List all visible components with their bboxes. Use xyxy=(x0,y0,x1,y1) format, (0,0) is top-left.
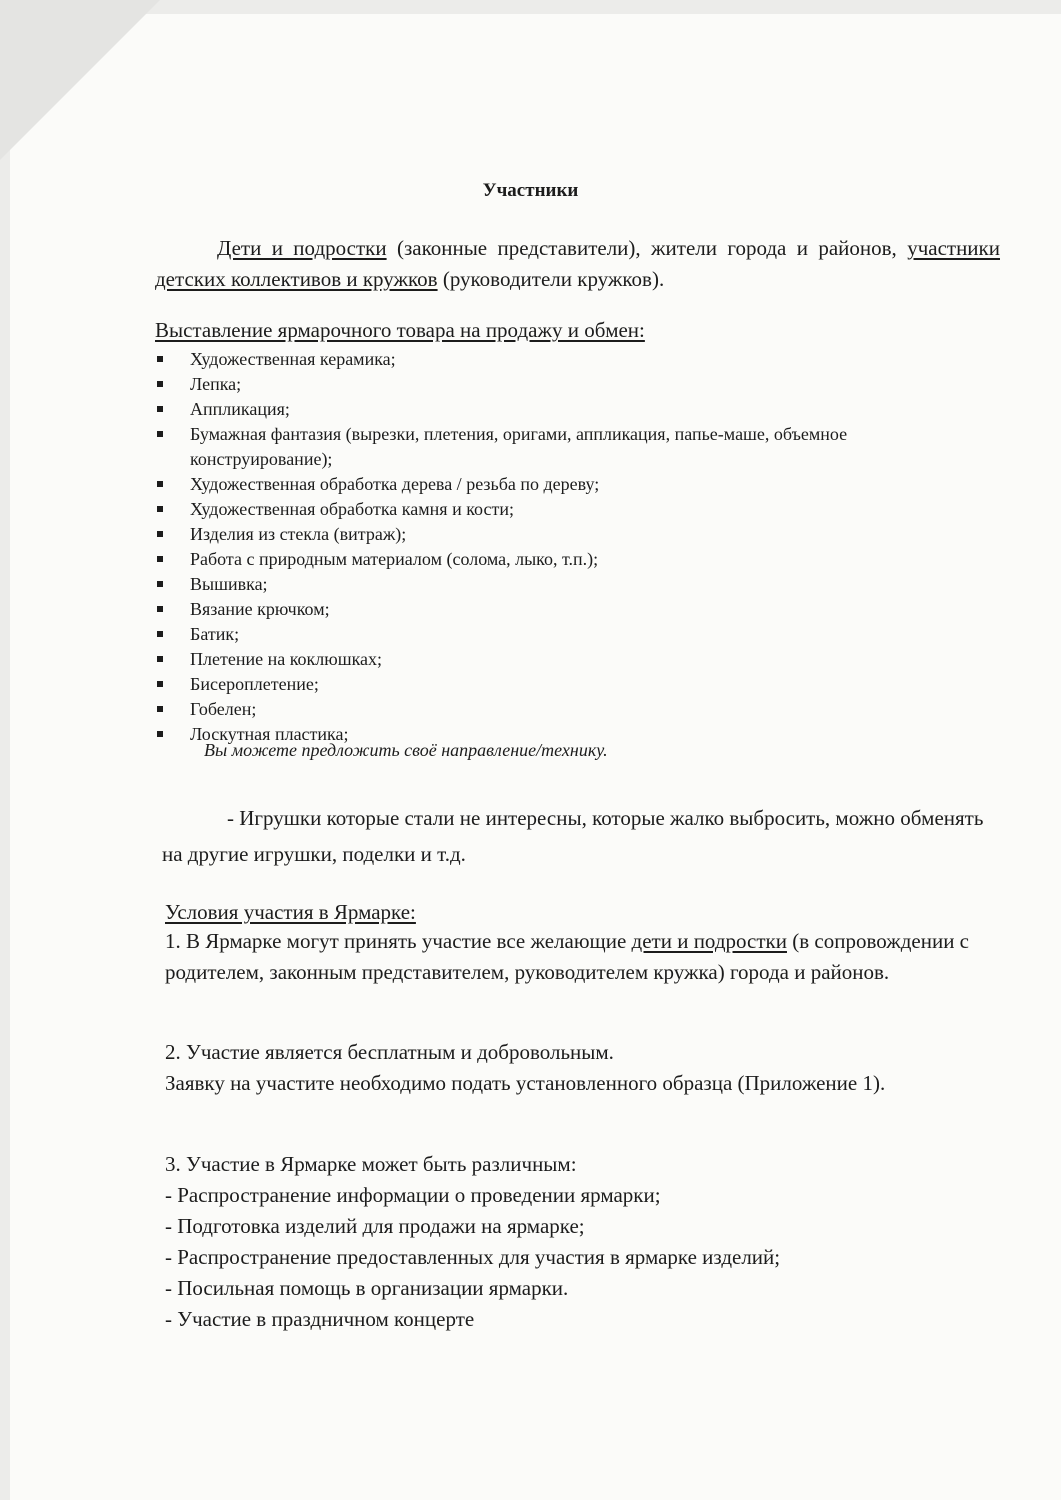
condition-3-line: - Подготовка изделий для продажи на ярмарке; xyxy=(165,1214,585,1238)
toys-text: - Игрушки которые стали не интересны, которые жалко выбросить, можно обменять на другие игрушки, поделки и т.д. xyxy=(162,806,984,866)
list-item: Бумажная фантазия (вырезки, плетения, оригами, аппликация, папье-маше, объемное конструирование); xyxy=(155,422,955,472)
list-item: Аппликация; xyxy=(155,397,955,422)
list-item: Лепка; xyxy=(155,372,955,397)
intro-text-2: (руководители кружков). xyxy=(437,267,665,291)
suggest-note: Вы можете предложить своё направление/технику. xyxy=(204,740,608,760)
condition-1-underlined: дети и подростки xyxy=(631,929,787,953)
condition-3-line: - Распространение информации о проведении ярмарки; xyxy=(165,1183,661,1207)
toys-paragraph xyxy=(162,800,1002,872)
list-item: Батик; xyxy=(155,622,955,647)
intro-text-1: (законные представители), жители города и районов, xyxy=(386,236,908,260)
page-title: Участники xyxy=(482,180,579,201)
condition-3-line: - Распространение предоставленных для участия в ярмарке изделий; xyxy=(165,1245,781,1269)
list-item: Вышивка; xyxy=(155,572,955,597)
list-item: Гобелен; xyxy=(155,697,955,722)
list-item: Бисероплетение; xyxy=(155,672,955,697)
list-item: Вязание крючком; xyxy=(155,597,955,622)
condition-1-start: 1. В Ярмарке могут принять участие все желающие xyxy=(165,929,632,953)
condition-1-end: (в сопровождении с родителем, законным представителем, руководителем кружка) города и районов. xyxy=(165,929,970,984)
intro-paragraph xyxy=(155,233,1000,295)
intro-underlined-children: Дети и подростки xyxy=(217,236,387,260)
list-item: Плетение на коклюшках; xyxy=(155,647,955,672)
condition-2 xyxy=(165,1037,995,1099)
condition-3 xyxy=(165,1149,995,1335)
condition-2-line-1: 2. Участие является бесплатным и добровольным. xyxy=(165,1040,614,1064)
condition-3-line: - Участие в праздничном концерте xyxy=(165,1307,475,1331)
list-item: Художественная керамика; xyxy=(155,347,955,372)
condition-3-line: 3. Участие в Ярмарке может быть различным: xyxy=(165,1152,577,1176)
sale-heading: Выставление ярмарочного товара на продажу и обмен: xyxy=(155,318,645,342)
condition-3-line: - Посильная помощь в организации ярмарки. xyxy=(165,1276,569,1300)
goods-list xyxy=(155,347,955,747)
list-item: Лоскутная пластика; xyxy=(155,722,955,747)
list-item: Художественная обработка дерева / резьба по дереву; xyxy=(155,472,955,497)
conditions-heading: Условия участия в Ярмарке: xyxy=(165,900,416,924)
list-item: Работа с природным материалом (солома, лыко, т.п.); xyxy=(155,547,955,572)
condition-2-line-2: Заявку на участите необходимо подать установленного образца (Приложение 1). xyxy=(165,1071,886,1095)
list-item: Изделия из стекла (витраж); xyxy=(155,522,955,547)
intro-underlined-groups: участники детских коллективов и кружков xyxy=(155,236,1000,291)
list-item: Художественная обработка камня и кости; xyxy=(155,497,955,522)
condition-1 xyxy=(165,926,995,988)
